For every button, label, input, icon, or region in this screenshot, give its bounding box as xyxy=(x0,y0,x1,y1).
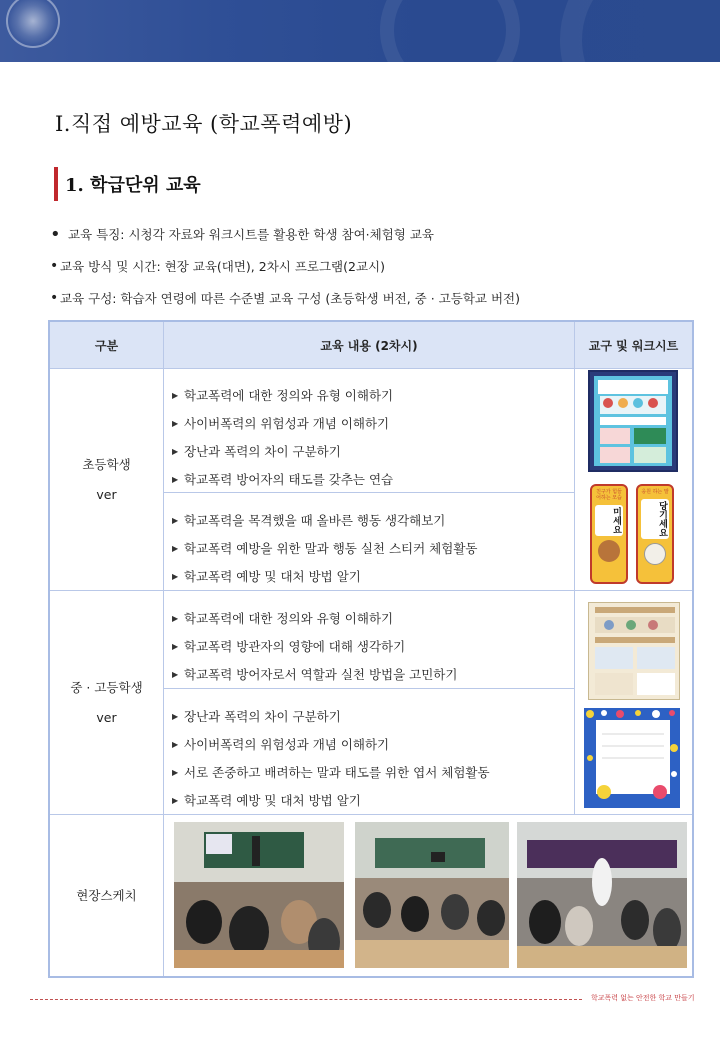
section-title: I.직접 예방교육 (학교폭력예방) xyxy=(55,112,353,136)
header-content: 교육 내용 (2차시) xyxy=(164,322,574,368)
worksheet-illustration xyxy=(589,603,680,700)
triangle-bullet-icon: ▶ xyxy=(172,446,179,456)
classroom-photo-illustration xyxy=(355,822,509,968)
content-item: ▶ 학교폭력 예방 및 대처 방법 알기 xyxy=(172,793,361,808)
content-item: ▶ 사이버폭력의 위험성과 개념 이해하기 xyxy=(172,416,390,431)
bullet-dot-icon: • xyxy=(50,258,59,274)
content-item: ▶ 학교폭력 방어자의 태도를 갖추는 연습 xyxy=(172,472,394,487)
puppy-character-icon xyxy=(598,540,620,562)
triangle-bullet-icon: ▶ xyxy=(172,515,179,525)
triangle-bullet-icon: ▶ xyxy=(172,390,179,400)
education-table xyxy=(48,320,694,978)
middle-high-label: 중 · 고등학생 ver xyxy=(70,679,143,725)
header-materials: 교구 및 워크시트 xyxy=(575,322,692,368)
triangle-bullet-icon: ▶ xyxy=(172,571,179,581)
triangle-bullet-icon: ▶ xyxy=(172,543,179,553)
banner-glow-circle xyxy=(6,0,60,48)
triangle-bullet-icon: ▶ xyxy=(172,711,179,721)
column-divider xyxy=(574,322,575,814)
pull-sticker: 응원 하는 말 당기세요 xyxy=(636,484,674,584)
bullet-item: • 교육 방식 및 시간: 현장 교육(대면), 2차시 프로그램(2교시) xyxy=(50,258,385,274)
content-item: ▶ 학교폭력 예방 및 대처 방법 알기 xyxy=(172,569,361,584)
triangle-bullet-icon: ▶ xyxy=(172,739,179,749)
content-item: ▶ 학교폭력 방어자로서 역할과 실천 방법을 고민하기 xyxy=(172,667,458,682)
header-category: 구분 xyxy=(50,322,163,368)
banner-ring-decoration xyxy=(380,0,520,62)
subsection-marker-bar xyxy=(54,167,58,201)
push-sticker: 친구가 힘들어하는 모습 미세요 xyxy=(590,484,628,584)
subsection-heading xyxy=(54,167,201,201)
classroom-photo-3 xyxy=(517,822,687,968)
content-item: ▶ 학교폭력에 대한 정의와 유형 이해하기 xyxy=(172,388,394,403)
triangle-bullet-icon: ▶ xyxy=(172,641,179,651)
triangle-bullet-icon: ▶ xyxy=(172,795,179,805)
middle-high-group-1 xyxy=(172,604,457,688)
worksheet-illustration xyxy=(590,372,676,470)
content-item: ▶ 사이버폭력의 위험성과 개념 이해하기 xyxy=(172,737,390,752)
door-sign-stickers-image xyxy=(588,482,678,586)
classroom-photo-illustration xyxy=(517,822,687,968)
triangle-bullet-icon: ▶ xyxy=(172,613,179,623)
content-item: ▶ 서로 존중하고 배려하는 말과 태도를 위한 엽서 체험활동 xyxy=(172,765,490,780)
elementary-worksheet-image xyxy=(588,370,678,472)
triangle-bullet-icon: ▶ xyxy=(172,767,179,777)
header-banner xyxy=(0,0,720,62)
bullet-item: • 교육 특징: 시청각 자료와 워크시트를 활용한 학생 참여·체험형 교육 xyxy=(50,223,434,245)
classroom-photo-illustration xyxy=(174,822,344,968)
middle-high-worksheet-image xyxy=(588,602,680,700)
triangle-bullet-icon: ▶ xyxy=(172,669,179,679)
elementary-group-1 xyxy=(172,381,393,493)
bullet-list xyxy=(50,224,690,320)
column-divider xyxy=(163,322,164,976)
banner-ring-decoration xyxy=(560,0,720,62)
postcard-image xyxy=(584,708,680,808)
elementary-label: 초등학생 ver xyxy=(82,456,131,502)
elementary-group-2 xyxy=(172,506,477,590)
cat-character-icon xyxy=(644,543,666,565)
content-item: ▶ 학교폭력 방관자의 영향에 대해 생각하기 xyxy=(172,639,406,654)
triangle-bullet-icon: ▶ xyxy=(172,474,179,484)
footer-text: 학교폭력 없는 안전한 학교 만들기 xyxy=(591,994,695,1002)
bullet-dot-icon: • xyxy=(50,223,61,245)
bullet-dot-icon: • xyxy=(50,290,59,306)
content-item: ▶ 학교폭력 예방을 위한 말과 행동 실천 스티커 체험활동 xyxy=(172,541,478,556)
bullet-item: • 교육 구성: 학습자 연령에 따른 수준별 교육 구성 (초등학생 버전, 중 · 고등학교 버전) xyxy=(50,290,520,306)
classroom-photo-1 xyxy=(174,822,344,968)
row-divider xyxy=(164,688,574,689)
middle-high-group-2 xyxy=(172,702,490,814)
content-item: ▶ 학교폭력을 목격했을 때 올바른 행동 생각해보기 xyxy=(172,513,446,528)
content-item: ▶ 장난과 폭력의 차이 구분하기 xyxy=(172,444,341,459)
content-item: ▶ 장난과 폭력의 차이 구분하기 xyxy=(172,709,341,724)
subsection-title: 1. 학급단위 교육 xyxy=(65,175,201,196)
postcard-illustration xyxy=(584,708,680,808)
triangle-bullet-icon: ▶ xyxy=(172,418,179,428)
content-item: ▶ 학교폭력에 대한 정의와 유형 이해하기 xyxy=(172,611,394,626)
classroom-photo-2 xyxy=(355,822,509,968)
field-sketch-label: 현장스케치 xyxy=(76,887,137,903)
footer-divider xyxy=(30,999,582,1000)
